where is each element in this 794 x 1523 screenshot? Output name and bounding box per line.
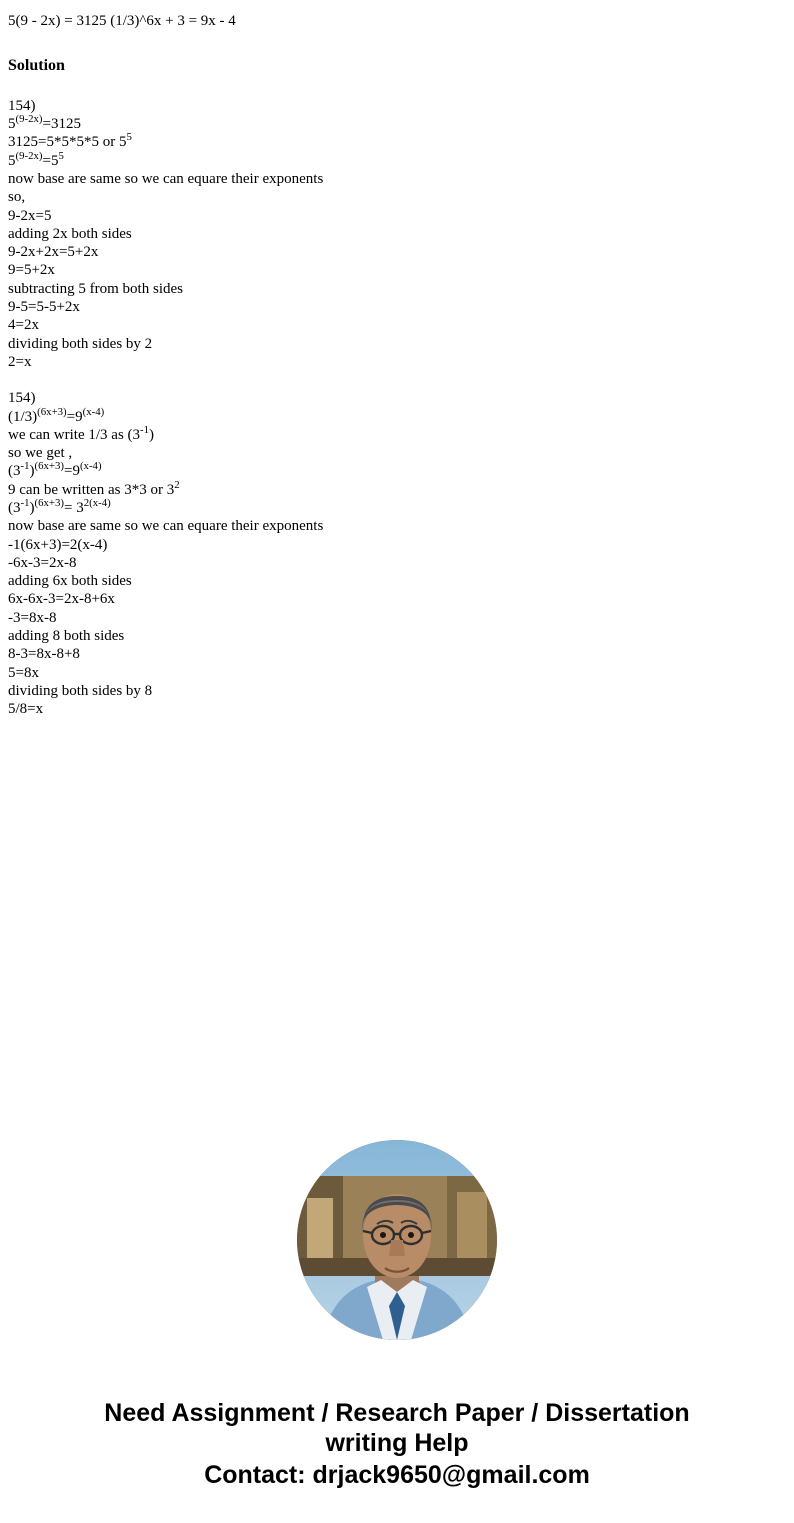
math-text: -6x-3=2x-8 (8, 554, 77, 571)
exponent: 5 (58, 149, 64, 162)
math-text: =9 (66, 408, 83, 425)
math-text: we can write 1/3 as (3 (8, 426, 141, 443)
avatar (297, 1140, 497, 1340)
math-text: 9-2x=5 (8, 207, 52, 224)
promo-text (0, 1398, 794, 1490)
math-text: ) (29, 463, 35, 480)
math-text: 8-3=8x-8+8 (8, 646, 80, 663)
avatar-image (297, 1140, 497, 1340)
math-text: so, (8, 189, 26, 206)
exponent: -1 (140, 423, 150, 436)
math-line (8, 627, 786, 645)
math-line (8, 444, 786, 462)
exponent: -1 (20, 460, 30, 473)
exponent: 5 (126, 131, 132, 144)
math-line (8, 170, 786, 188)
exponent: (9-2x) (15, 149, 43, 162)
math-text: ) (29, 499, 35, 516)
math-text: ) (149, 426, 155, 443)
exponent: (6x+3) (34, 460, 64, 473)
math-line (8, 298, 786, 316)
math-text: =5 (42, 152, 59, 169)
math-line (8, 572, 786, 590)
math-line (8, 188, 786, 206)
exponent: (x-4) (82, 405, 105, 418)
math-line (8, 133, 786, 151)
exponent: (6x+3) (34, 496, 64, 509)
math-text: (3 (8, 463, 21, 480)
math-line (8, 700, 786, 718)
math-line (8, 609, 786, 627)
math-text: =3125 (42, 116, 81, 133)
exponent: 2 (174, 478, 180, 491)
math-line (8, 261, 786, 279)
math-line (8, 335, 786, 353)
math-text: 9-2x+2x=5+2x (8, 244, 99, 261)
part-number: 154) (8, 390, 36, 407)
promo-line-2: writing Help (325, 1429, 469, 1457)
math-text: 9=5+2x (8, 262, 55, 279)
math-text: adding 2x both sides (8, 225, 132, 242)
math-line (8, 405, 786, 426)
promo-line-1: Need Assignment / Research Paper / Dissertation (104, 1399, 690, 1427)
math-text: -1(6x+3)=2(x-4) (8, 536, 108, 553)
math-line (8, 536, 786, 554)
promo-line-3: Contact: drjack9650@gmail.com (204, 1461, 590, 1489)
math-text: 3125=5*5*5*5 or 5 (8, 134, 127, 151)
math-text: 6x-6x-3=2x-8+6x (8, 591, 115, 608)
math-line (8, 590, 786, 608)
math-text: now base are same so we can equare their exponents (8, 170, 324, 187)
math-text: so we get , (8, 445, 73, 462)
math-line (8, 462, 786, 480)
math-line (8, 554, 786, 572)
math-line (8, 517, 786, 535)
math-text: 9 can be written as 3*3 or 3 (8, 481, 175, 498)
block-spacer (8, 371, 786, 389)
exponent: (9-2x) (15, 113, 43, 126)
part2-lines (8, 405, 786, 719)
math-text: dividing both sides by 2 (8, 335, 153, 352)
math-line (8, 280, 786, 298)
math-text: -3=8x-8 (8, 609, 57, 626)
math-line (8, 478, 786, 499)
math-text: 9-5=5-5+2x (8, 299, 80, 316)
math-line (8, 207, 786, 225)
math-text: now base are same so we can equare their exponents (8, 518, 324, 535)
part-number: 154) (8, 97, 36, 114)
math-text: subtracting 5 from both sides (8, 280, 183, 297)
footer (0, 1140, 794, 1490)
math-text: =9 (63, 463, 80, 480)
math-text: dividing both sides by 8 (8, 682, 153, 699)
math-line (8, 664, 786, 682)
exponent: (x-4) (79, 460, 102, 473)
math-text: 5 (8, 116, 16, 133)
solution-part-2 (8, 389, 786, 718)
math-text: adding 8 both sides (8, 628, 125, 645)
math-line (8, 316, 786, 334)
solution-heading: Solution (8, 56, 65, 74)
exponent: (6x+3) (37, 405, 67, 418)
math-text: 5=8x (8, 664, 39, 681)
math-text: 4=2x (8, 317, 39, 334)
math-text: = 3 (63, 499, 84, 516)
solution-part-1 (8, 97, 786, 371)
question-text: 5(9 - 2x) = 3125 (1/3)^6x + 3 = 9x - 4 (8, 13, 236, 29)
math-line (8, 645, 786, 663)
part1-lines (8, 115, 786, 371)
math-line (8, 353, 786, 371)
math-text: 2=x (8, 353, 32, 370)
math-text: (1/3) (8, 408, 38, 425)
math-line (8, 423, 786, 444)
exponent: -1 (20, 496, 30, 509)
math-line (8, 496, 786, 517)
math-line (8, 682, 786, 700)
math-text: 5 (8, 152, 16, 169)
math-text: (3 (8, 499, 21, 516)
math-line (8, 243, 786, 261)
math-text: adding 6x both sides (8, 573, 132, 590)
exponent: 2(x-4) (83, 496, 111, 509)
math-line (8, 225, 786, 243)
math-text: 5/8=x (8, 701, 44, 718)
math-line (8, 149, 786, 170)
math-line (8, 115, 786, 133)
